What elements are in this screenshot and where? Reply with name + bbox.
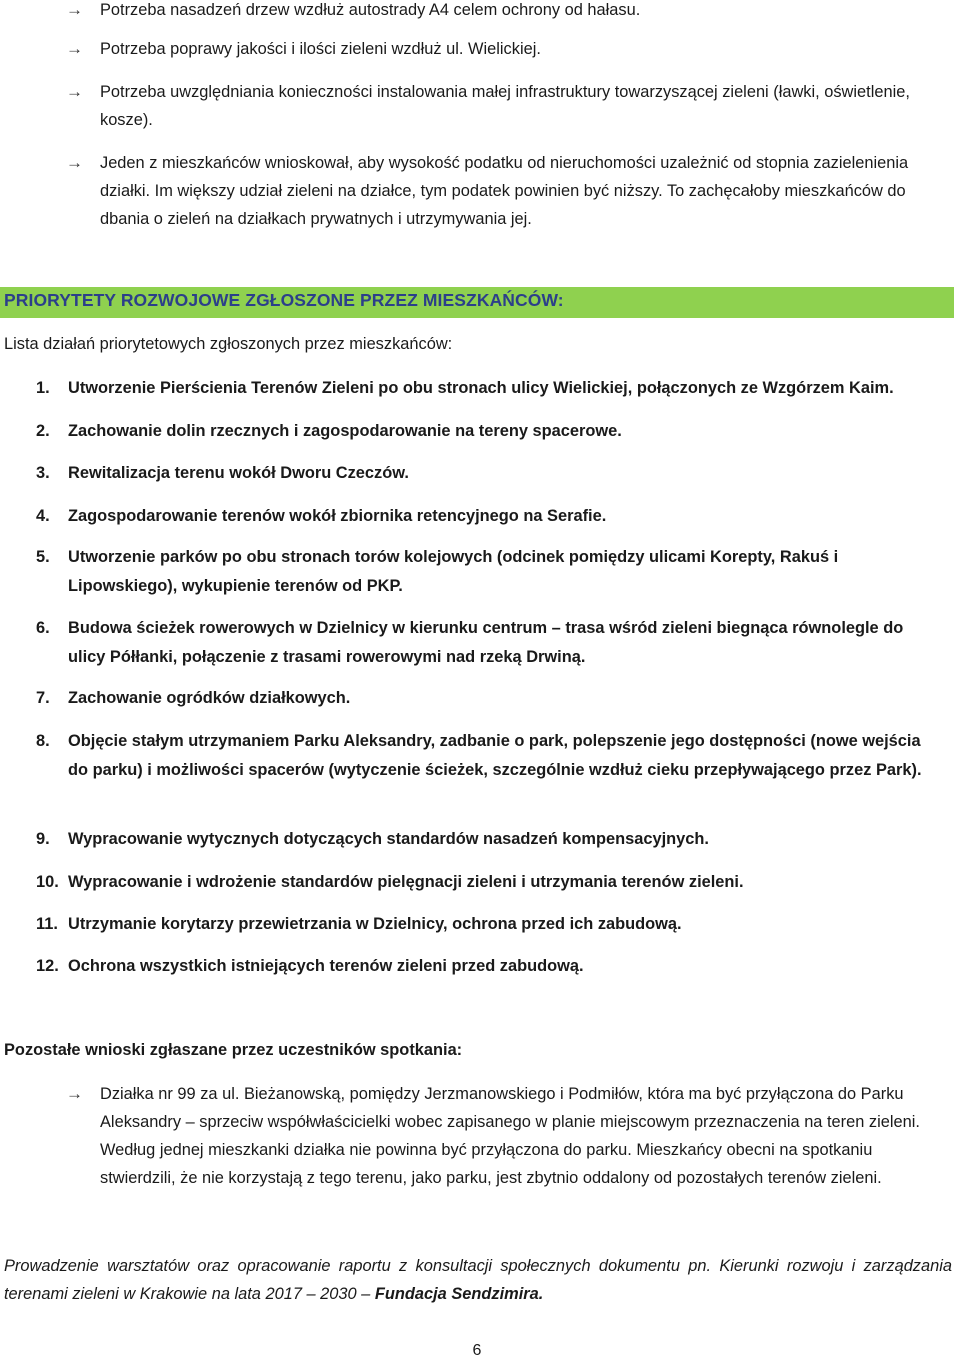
page-number: 6	[472, 1342, 482, 1359]
list-item: → Jeden z mieszkańców wnioskował, aby wysokość podatku od nieruchomości uzależnić od stopnia zazielenienia działki. Im większy udział zieleni na działce, tym podatek powinien być niższy. To zachęcałoby mieszkańców do dbania o zieleń na działkach prywatnych i utrzymywania jej.	[66, 149, 946, 233]
priority-item: 12. Ochrona wszystkich istniejących terenów zieleni przed zabudową.	[36, 957, 584, 975]
arrow-right-icon: →	[66, 153, 83, 172]
priority-item: 9. Wypracowanie wytycznych dotyczących standardów nasadzeń kompensacyjnych.	[36, 830, 709, 848]
priority-item: 10. Wypracowanie i wdrożenie standardów pielęgnacji zieleni i utrzymania terenów zieleni.	[36, 873, 744, 891]
arrow-right-icon: →	[66, 1084, 83, 1103]
priority-item: 8. Objęcie stałym utrzymaniem Parku Aleksandry, zadbanie o park, polepszenie jego dostępności (nowe wejścia do parku) i możliwości spacerów (wytyczenie ścieżek, szczególnie wzdłuż cieku przepływającego przez Park).	[36, 732, 922, 779]
other-proposals-heading: Pozostałe wnioski zgłaszane przez uczestników spotkania:	[4, 1041, 463, 1059]
list-item: → Potrzeba uwzględniania konieczności instalowania małej infrastruktury towarzyszącej zieleni (ławki, oświetlenie, kosze).	[66, 78, 946, 134]
arrow-right-icon: →	[66, 39, 83, 58]
arrow-right-icon: →	[66, 82, 83, 101]
priority-item: 6. Budowa ścieżek rowerowych w Dzielnicy w kierunku centrum – trasa wśród zieleni biegnąca równolegle do ulicy Półłanki, połączenie z trasami rowerowymi nad rzeką Drwiną.	[36, 619, 904, 666]
priority-item: 1. Utworzenie Pierścienia Terenów Zieleni po obu stronach ulicy Wielickiej, połączonych ze Wzgórzem Kaim.	[36, 379, 894, 397]
priority-item: 5. Utworzenie parków po obu stronach torów kolejowych (odcinek pomiędzy ulicami Korepty, Rakuś i Lipowskiego), wykupienie terenów od PKP.	[36, 548, 839, 595]
arrow-right-icon: →	[66, 0, 83, 19]
section-heading: PRIORYTETY ROZWOJOWE ZGŁOSZONE PRZEZ MIESZKAŃCÓW:	[4, 290, 564, 310]
priority-item: 11. Utrzymanie korytarzy przewietrzania w Dzielnicy, ochrona przed ich zabudową.	[36, 915, 682, 933]
list-item: → Działka nr 99 za ul. Bieżanowską, pomiędzy Jerzmanowskiego i Podmiłów, która ma być przyłączona do Parku Aleksandry – sprzeciw współwłaścicielki wobec zapisanego w planie miejscowym przeznaczenia na teren zieleni. Według jednej mieszkanki działka nie powinna być przyłączona do parku. Mieszkańcy obecni na spotkaniu stwierdzili, że nie korzystają z tego terenu, jako parku, jest zbytnio oddalony od pozostałych terenów zieleni.	[66, 1080, 946, 1192]
priority-item: 7. Zachowanie ogródków działkowych.	[36, 689, 351, 707]
priority-item: 4. Zagospodarowanie terenów wokół zbiornika retencyjnego na Serafie.	[36, 507, 607, 525]
footer-org: Fundacja Sendzimira.	[374, 1285, 544, 1303]
footer-credit: Prowadzenie warsztatów oraz opracowanie raportu z konsultacji społecznych dokumentu pn. Kierunki rozwoju i zarządzania terenami zieleni w Krakowie na lata 2017 – 2030 – Fundacja Sendzimira.	[4, 1257, 952, 1303]
list-item: → Potrzeba poprawy jakości i ilości zieleni wzdłuż ul. Wielickiej.	[66, 35, 946, 63]
list-intro: Lista działań priorytetowych zgłoszonych przez mieszkańców:	[4, 335, 453, 353]
priority-item: 2. Zachowanie dolin rzecznych i zagospodarowanie na tereny spacerowe.	[36, 422, 622, 440]
list-item: → Potrzeba nasadzeń drzew wzdłuż autostrady A4 celem ochrony od hałasu.	[66, 0, 946, 24]
priority-item: 3. Rewitalizacja terenu wokół Dworu Czeczów.	[36, 464, 409, 482]
